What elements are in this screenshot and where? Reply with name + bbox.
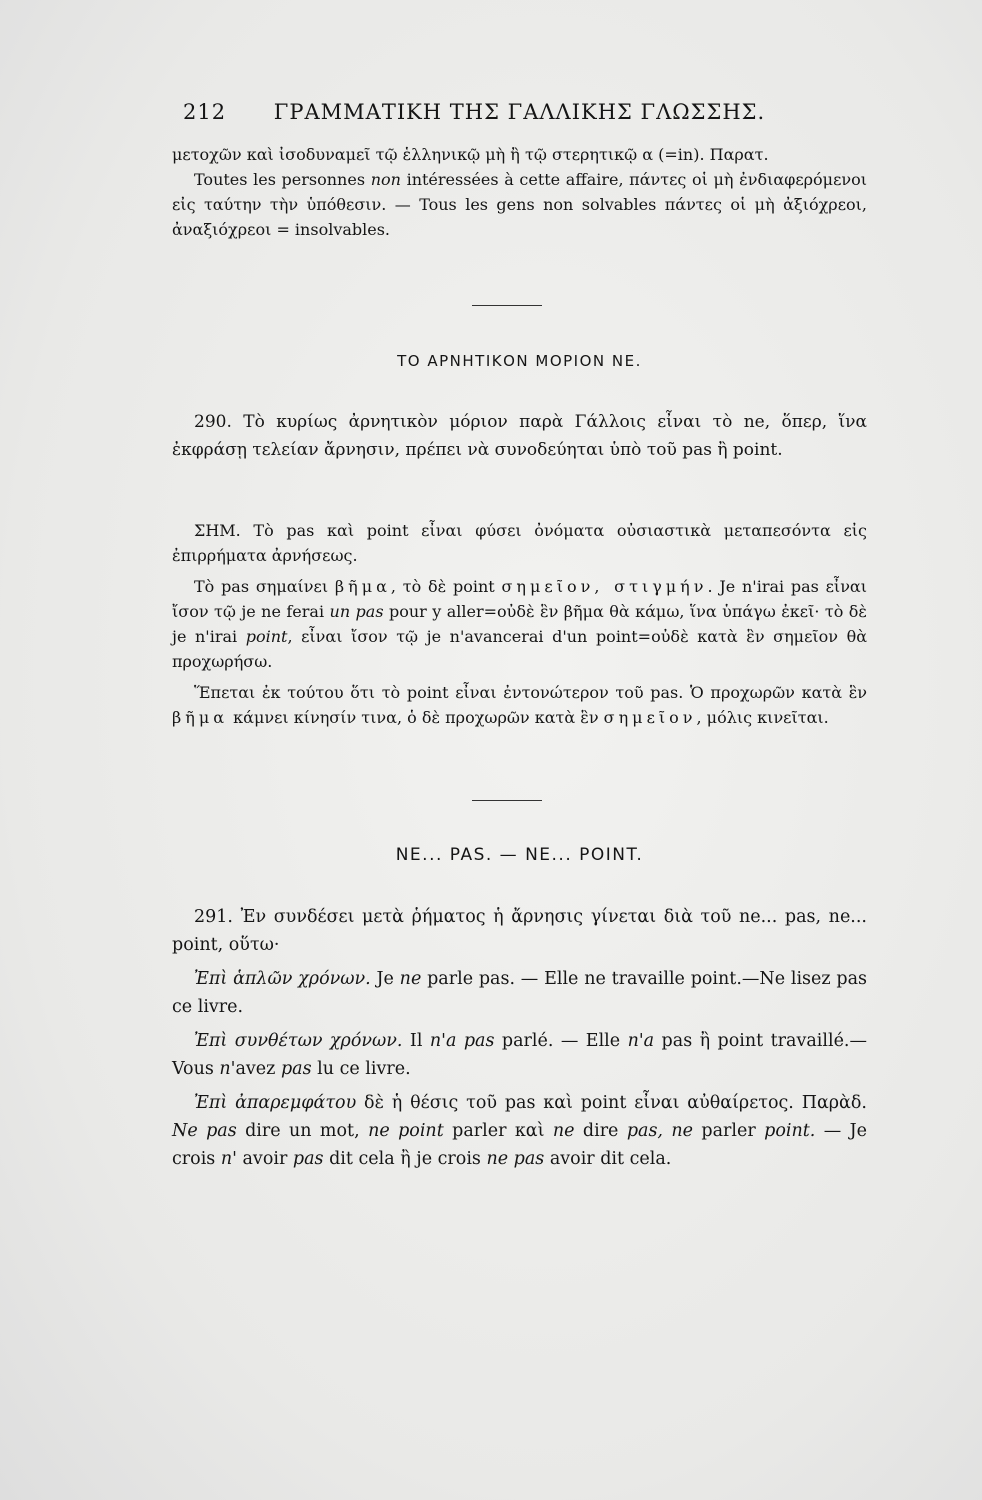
paragraph-290: 290. Τὸ κυρίως ἀρνητικὸν μόριον παρὰ Γάλλοις εἶναι τὸ ne, ὅπερ, ἵνα ἐκφράσῃ τελείαν ἄρνησιν, πρέπει νὰ συνοδεύηται ὑπὸ τοῦ pas ἢ point.	[172, 412, 867, 460]
text-run: Je	[370, 969, 400, 989]
text-run: pour y aller=οὐδὲ ἓν βῆμα θὰ κάμω, ἵνα ὑπάγω ἐκεῖ· τὸ δὲ je n'irai	[172, 602, 868, 646]
infinitive-example	[172, 1089, 867, 1173]
text-run: dire un mot,	[236, 1121, 369, 1141]
text-run: dit cela ἢ je crois	[323, 1149, 487, 1169]
text-run: Τὸ pas σημαίνει	[194, 577, 335, 596]
text-run: , μόλις κινεῖται.	[696, 708, 829, 727]
text-run: parler καὶ	[443, 1121, 553, 1141]
consequence-paragraph	[172, 680, 867, 730]
text-run: , εἶναι ἴσον τῷ je n'avancerai d'un point=οὐδὲ κατὰ ἓν σημεῖον θὰ προχωρήσω.	[172, 627, 868, 671]
text-run-italic: pas	[292, 1149, 324, 1169]
text-run-spaced: βῆμα	[334, 577, 391, 596]
section-heading-ne: ΤΟ ΑΡΝΗΤΙΚΟΝ ΜΟΡΙΟΝ ΝΕ.	[397, 352, 642, 370]
text-run: pas ἢ point travaillé.—Vous	[172, 1031, 867, 1079]
text-run-italic: n'a pas	[429, 1031, 495, 1051]
text-run: Toutes les personnes	[194, 170, 371, 189]
text-run: κάμνει κίνησίν τινα, ὁ δὲ προχωρῶν κατὰ ἓν	[228, 708, 604, 727]
text-run: . Je n'irai pas εἶναι ἴσον τῷ je ne ferai	[172, 577, 868, 621]
intro-line: μετοχῶν καὶ ἰσοδυναμεῖ τῷ ἑλληνικῷ μὴ ἢ τῷ στερητικῷ α (=in). Παρατ.	[172, 145, 769, 164]
running-title: ΓΡΑΜΜΑΤΙΚΗ ΤΗΣ ΓΑΛΛΙΚΗΣ ΓΛΩΣΣΗΣ.	[273, 100, 766, 124]
pas-point-explanation	[172, 574, 867, 674]
section-divider	[472, 305, 542, 306]
text-run-italic: Ne pas	[172, 1121, 237, 1141]
intro-paragraph	[172, 142, 867, 242]
text-run-italic: point	[245, 627, 288, 646]
text-run: parle pas. — Elle ne travaille point.—Ne lisez pas ce livre.	[172, 969, 868, 1017]
section-divider	[472, 800, 542, 801]
text-run: dire	[574, 1121, 627, 1141]
text-run-italic: ne	[552, 1121, 575, 1141]
text-run: parlé. — Elle	[494, 1031, 628, 1051]
text-run-italic: ne	[399, 969, 422, 989]
text-run-italic: ne pas	[486, 1149, 545, 1169]
text-run: Ἕπεται ἐκ τούτου ὅτι τὸ point εἶναι ἐντονώτερον τοῦ pas. Ὁ προχωρῶν κατὰ ἓν	[194, 683, 867, 702]
text-run-spaced: σημεῖον	[603, 708, 697, 727]
text-run-italic: n'	[219, 1059, 236, 1079]
text-run: , τὸ δὲ point	[390, 577, 502, 596]
paragraph-291: 291. Ἐν συνδέσει μετὰ ῥήματος ἡ ἄρνησις γίνεται διὰ τοῦ ne... pas, ne... point, οὕτω·	[172, 907, 867, 955]
text-run-italic: n'a	[627, 1031, 655, 1051]
text-run: lu ce livre.	[311, 1059, 411, 1079]
text-run: Il	[402, 1031, 430, 1051]
note-block	[172, 518, 867, 730]
intro-example	[172, 167, 867, 242]
text-run: intéressées à cette affaire, πάντες οἱ μὴ ἐνδιαφερόμενοι εἰς ταύτην τὴν ὑπόθεσιν. — Tous les gens non solvables πάντες οἱ μὴ ἀξιόχρεοι, ἀναξιόχρεοι = insolvables.	[172, 170, 868, 239]
text-run-italic: ne point	[368, 1121, 444, 1141]
text-run-italic: point.	[764, 1121, 816, 1141]
text-run-spaced: βῆμα	[172, 708, 229, 727]
text-run-italic: Ἐπὶ ἀπαρεμφάτου	[194, 1093, 357, 1113]
text-run-italic: non	[370, 170, 401, 189]
text-run-italic: Ἐπὶ συνθέτων χρόνων.	[194, 1031, 403, 1051]
text-run: avez	[235, 1059, 281, 1079]
page-number: 212	[183, 100, 227, 124]
text-run: δὲ ἡ θέσις τοῦ pas καὶ point εἶναι αὐθαίρετος. Παρὰδ.	[356, 1093, 867, 1113]
section-ne-pas-body	[172, 903, 867, 1179]
section-ne-body	[172, 408, 867, 464]
text-run: avoir	[236, 1149, 293, 1169]
simple-tenses-example	[172, 965, 867, 1021]
text-run-spaced: σημεῖον, στιγμήν	[501, 577, 708, 596]
text-run-italic: pas	[280, 1059, 312, 1079]
text-run: parler	[693, 1121, 765, 1141]
page-header	[183, 100, 783, 124]
text-run-italic: Ἐπὶ ἁπλῶν χρόνων.	[194, 969, 371, 989]
text-run: — Je crois	[172, 1121, 867, 1169]
note-sim: ΣΗΜ. Τὸ pas καὶ point εἶναι φύσει ὀνόματα οὐσιαστικὰ μεταπεσόντα εἰς ἐπιρρήματα ἀρνήσεως.	[172, 521, 867, 565]
text-run-italic: un pas	[329, 602, 384, 621]
compound-tenses-example	[172, 1027, 867, 1083]
section-heading-ne-pas: NE... PAS. — NE... POINT.	[395, 845, 644, 865]
text-run-italic: n'	[220, 1149, 237, 1169]
text-run-italic: pas, ne	[626, 1121, 694, 1141]
text-run: avoir dit cela.	[544, 1149, 672, 1169]
